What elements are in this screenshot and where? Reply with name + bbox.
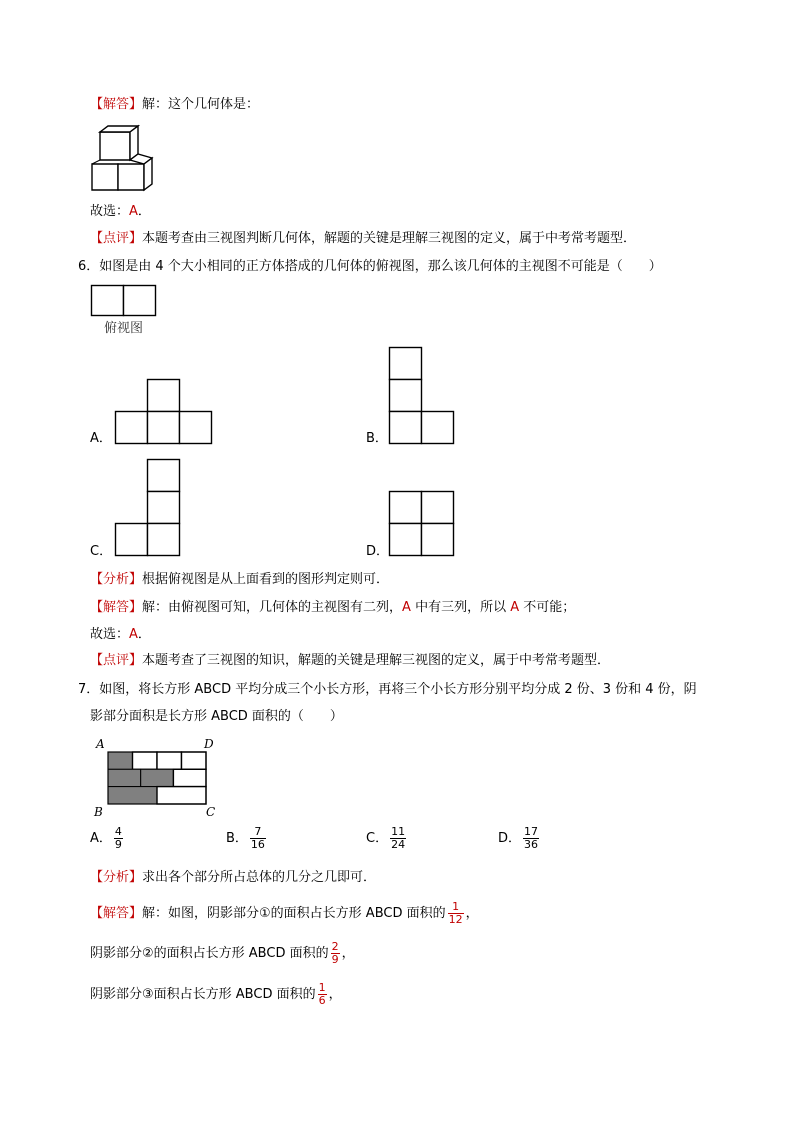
q7-option-b — [226, 826, 268, 851]
answer-tag: 【解答】 — [90, 906, 143, 921]
q6-option-d-figure — [389, 491, 456, 557]
top-view-caption: 俯视图 — [104, 321, 144, 336]
denominator: 24 — [391, 838, 406, 851]
analysis-tag: 【分析】 — [90, 870, 143, 885]
q7-answer-line3 — [90, 982, 342, 1007]
answer-text-1: 解：由俯视图可知，几何体的主视图有二列， — [142, 600, 403, 615]
vertex-label-d: D — [204, 737, 214, 751]
line2-text: 阴影部分②的面积占长方形 ABCD 面积的 — [90, 946, 329, 961]
line3-text: 阴影部分③面积占长方形 ABCD 面积的 — [90, 987, 316, 1002]
numerator: 4 — [114, 825, 122, 838]
q6-conclusion — [90, 626, 151, 644]
conclusion-suffix: ． — [137, 204, 151, 219]
option-fraction — [390, 826, 406, 851]
q5-conclusion — [90, 203, 151, 221]
conclusion-prefix: 故选： — [90, 204, 130, 219]
option-letter: C． — [366, 831, 389, 846]
denominator: 12 — [448, 913, 463, 926]
option-a-label: A． — [90, 431, 112, 446]
q7-option-c — [366, 826, 408, 851]
option-d-label: D． — [366, 544, 390, 559]
option-letter: A． — [90, 831, 112, 846]
q7-rectangle-figure — [94, 737, 224, 817]
option-fraction — [114, 826, 123, 851]
comment-text: 本题考查由三视图判断几何体，解题的关键是理解三视图的定义，属于中考常考题型． — [142, 231, 637, 246]
denominator: 36 — [524, 838, 539, 851]
q6-analysis — [90, 571, 389, 589]
q5-solid-figure — [90, 124, 160, 194]
q6-comment — [90, 652, 610, 670]
analysis-tag: 【分析】 — [90, 572, 143, 587]
line3-fraction — [318, 982, 327, 1007]
answer-fraction — [448, 901, 464, 926]
vertex-label-a: A — [96, 737, 105, 751]
option-letter: D． — [498, 831, 522, 846]
option-letter: B． — [226, 831, 248, 846]
q7-answer-line1 — [90, 901, 479, 926]
numerator: 11 — [391, 825, 406, 838]
numerator: 7 — [254, 825, 262, 838]
conclusion-prefix: 故选： — [90, 627, 130, 642]
q7-option-a — [90, 826, 125, 851]
q6-answer — [90, 599, 575, 617]
q7-question-line1: 7．如图，将长方形 ABCD 平均分成三个小长方形，再将三个小长方形分别平均分成 2 份、3 份和 4 份，阴 — [78, 682, 697, 697]
denominator: 6 — [318, 994, 326, 1007]
conclusion-choice: A — [129, 204, 138, 219]
q7-option-d — [498, 826, 541, 851]
q6-option-a-figure — [115, 379, 214, 445]
numerator: 1 — [452, 900, 460, 913]
numerator: 2 — [331, 940, 339, 953]
line2-fraction — [331, 941, 340, 966]
q6-option-b-figure — [389, 347, 456, 445]
numerator: 17 — [524, 825, 539, 838]
denominator: 9 — [331, 953, 339, 966]
conclusion-choice: A — [129, 627, 138, 642]
option-fraction — [250, 826, 266, 851]
answer-text: 解：如图，阴影部分①的面积占长方形 ABCD 面积的 — [142, 906, 446, 921]
answer-red-2: A — [510, 600, 520, 615]
q7-analysis — [90, 869, 376, 887]
vertex-label-c: C — [206, 805, 216, 819]
numerator: 1 — [318, 981, 326, 994]
comment-tag: 【点评】 — [90, 231, 143, 246]
q5-answer-line — [90, 96, 259, 114]
option-b-label: B． — [366, 431, 388, 446]
vertex-label-b: B — [94, 805, 103, 819]
denominator: 9 — [114, 838, 122, 851]
answer-text: 解：这个几何体是： — [142, 97, 260, 112]
answer-tag: 【解答】 — [90, 600, 143, 615]
conclusion-suffix: ． — [137, 627, 151, 642]
q7-answer-line2 — [90, 941, 355, 966]
q6-question: 6．如图是由 4 个大小相同的正方体搭成的几何体的俯视图，那么该几何体的主视图不可能是（ ） — [78, 259, 662, 274]
denominator: 16 — [250, 838, 265, 851]
q5-comment — [90, 230, 636, 248]
line-end: ， — [328, 987, 342, 1002]
line-end: ， — [341, 946, 355, 961]
line-end: ， — [465, 906, 479, 921]
answer-text-3: 不可能； — [519, 600, 576, 615]
analysis-text: 求出各个部分所占总体的几分之几即可． — [142, 870, 377, 885]
option-c-label: C． — [90, 544, 113, 559]
q6-option-c-figure — [115, 459, 182, 557]
answer-text-2: 中有三列，所以 — [410, 600, 511, 615]
comment-tag: 【点评】 — [90, 653, 143, 668]
q6-top-view — [91, 285, 157, 317]
comment-text: 本题考查了三视图的知识，解题的关键是理解三视图的定义，属于中考常考题型． — [142, 653, 611, 668]
answer-red-1: A — [402, 600, 411, 615]
analysis-text: 根据俯视图是从上面看到的图形判定则可． — [142, 572, 390, 587]
option-fraction — [523, 826, 539, 851]
q7-question-line2: 影部分面积是长方形 ABCD 面积的（ ） — [90, 709, 343, 724]
answer-tag: 【解答】 — [90, 97, 143, 112]
